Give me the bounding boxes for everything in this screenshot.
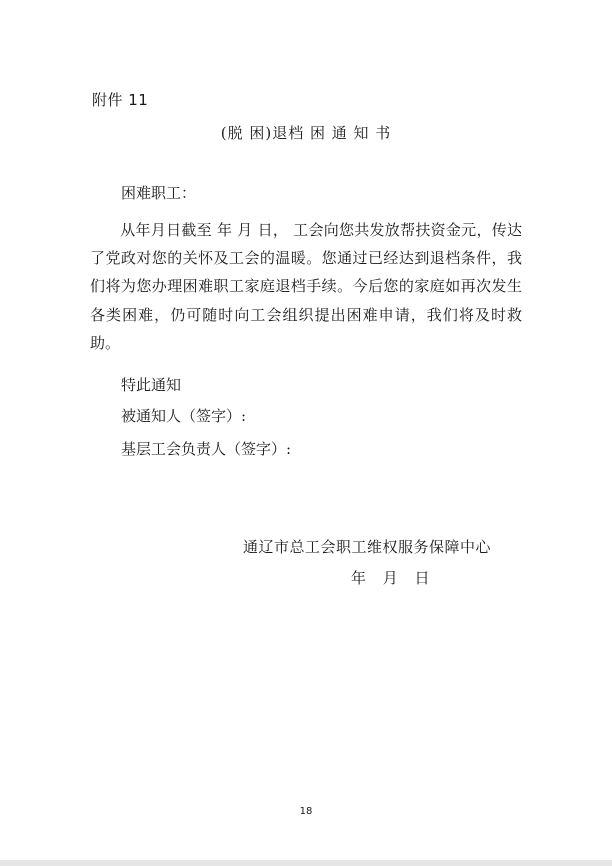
document-title: (脱 困)退档 困 通 知 书 (220, 124, 392, 142)
salutation: 困难职工： (121, 184, 197, 202)
body-paragraph-text: 从年月日截至 年 月 日， 工会向您共发放帮扶资金元，传达了党政对您的关怀及工会的温暖。您通过已经达到退档条件，我们将为您办理困难职工家庭退档手续。今后您的家庭如再次发生各类困难，仍可随时向工会组织提出困难申请，我们将及时救助。 (90, 221, 522, 352)
notified-person-signature-line: 被通知人（签字）: (121, 407, 247, 425)
attachment-label: 附件 11 (92, 91, 149, 109)
page-number: 18 (299, 806, 313, 817)
page-bottom-edge (0, 860, 612, 866)
issue-date: 年 月 日 (351, 569, 430, 587)
grassroots-head-signature-line: 基层工会负责人（签字）: (121, 440, 292, 458)
closing-text: 特此通知 (121, 376, 182, 394)
body-paragraph (90, 216, 522, 357)
issuing-organization: 通辽市总工会职工维权服务保障中心 (243, 538, 492, 556)
